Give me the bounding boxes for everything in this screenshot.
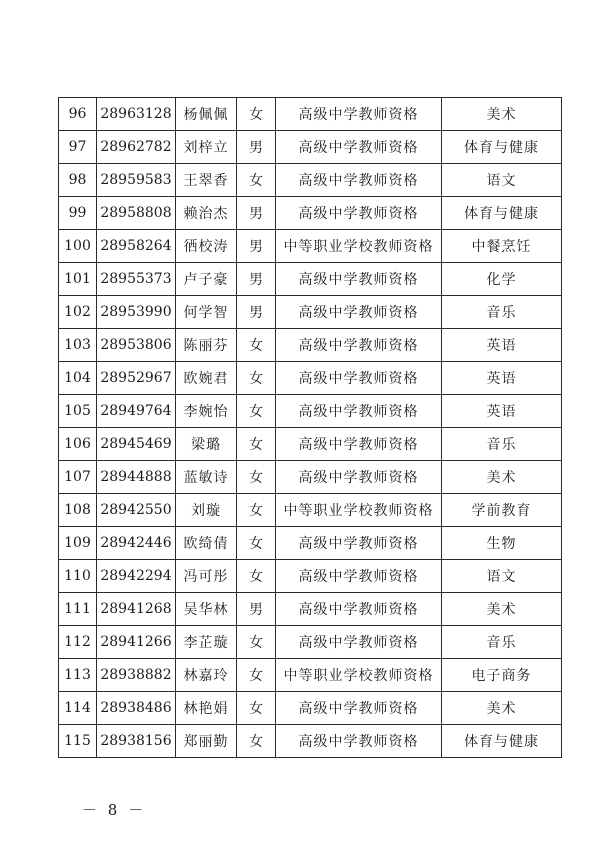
certificate-id-cell: 28942446 [97, 527, 176, 560]
person-name-cell: 欧绮倩 [176, 527, 237, 560]
gender-cell: 女 [237, 98, 276, 131]
certificate-id-cell: 28941268 [97, 593, 176, 626]
person-name-cell: 郑丽勤 [176, 725, 237, 758]
gender-cell: 男 [237, 593, 276, 626]
table-row [59, 263, 562, 296]
certificate-type-cell: 高级中学教师资格 [276, 725, 442, 758]
person-name-cell: 梁璐 [176, 428, 237, 461]
table-row [59, 725, 562, 758]
subject-cell: 音乐 [442, 296, 562, 329]
certificate-id-cell: 28955373 [97, 263, 176, 296]
subject-cell: 电子商务 [442, 659, 562, 692]
table-row [59, 362, 562, 395]
certificate-id-cell: 28945469 [97, 428, 176, 461]
subject-cell: 体育与健康 [442, 197, 562, 230]
gender-cell: 女 [237, 461, 276, 494]
certificate-id-cell: 28962782 [97, 131, 176, 164]
certificate-type-cell: 高级中学教师资格 [276, 263, 442, 296]
gender-cell: 女 [237, 725, 276, 758]
table-row [59, 560, 562, 593]
gender-cell: 女 [237, 395, 276, 428]
certificate-type-cell: 高级中学教师资格 [276, 626, 442, 659]
gender-cell: 男 [237, 131, 276, 164]
row-number-cell: 99 [59, 197, 97, 230]
certificate-type-cell: 高级中学教师资格 [276, 329, 442, 362]
certificate-id-cell: 28944888 [97, 461, 176, 494]
table-row [59, 230, 562, 263]
certificate-type-cell: 高级中学教师资格 [276, 527, 442, 560]
gender-cell: 女 [237, 560, 276, 593]
row-number-cell: 105 [59, 395, 97, 428]
subject-cell: 体育与健康 [442, 131, 562, 164]
subject-cell: 体育与健康 [442, 725, 562, 758]
table-row [59, 329, 562, 362]
table-row [59, 98, 562, 131]
gender-cell: 女 [237, 626, 276, 659]
gender-cell: 女 [237, 362, 276, 395]
row-number-cell: 111 [59, 593, 97, 626]
row-number-cell: 98 [59, 164, 97, 197]
person-name-cell: 卢子豪 [176, 263, 237, 296]
gender-cell: 女 [237, 164, 276, 197]
subject-cell: 美术 [442, 593, 562, 626]
certificate-id-cell: 28949764 [97, 395, 176, 428]
person-name-cell: 徆校涛 [176, 230, 237, 263]
certificate-type-cell: 中等职业学校教师资格 [276, 659, 442, 692]
certificate-id-cell: 28963128 [97, 98, 176, 131]
person-name-cell: 李婉怡 [176, 395, 237, 428]
certificate-id-cell: 28942550 [97, 494, 176, 527]
certificate-type-cell: 高级中学教师资格 [276, 362, 442, 395]
certificate-type-cell: 高级中学教师资格 [276, 395, 442, 428]
person-name-cell: 林嘉玲 [176, 659, 237, 692]
subject-cell: 英语 [442, 395, 562, 428]
person-name-cell: 冯可彤 [176, 560, 237, 593]
certificate-list-table [58, 97, 562, 758]
certificate-id-cell: 28953806 [97, 329, 176, 362]
person-name-cell: 林艳娟 [176, 692, 237, 725]
row-number-cell: 115 [59, 725, 97, 758]
row-number-cell: 109 [59, 527, 97, 560]
row-number-cell: 110 [59, 560, 97, 593]
row-number-cell: 103 [59, 329, 97, 362]
subject-cell: 化学 [442, 263, 562, 296]
subject-cell: 英语 [442, 329, 562, 362]
certificate-type-cell: 高级中学教师资格 [276, 560, 442, 593]
gender-cell: 女 [237, 659, 276, 692]
row-number-cell: 114 [59, 692, 97, 725]
table-row [59, 428, 562, 461]
certificate-id-cell: 28953990 [97, 296, 176, 329]
certificate-id-cell: 28938486 [97, 692, 176, 725]
gender-cell: 女 [237, 329, 276, 362]
person-name-cell: 蓝敏诗 [176, 461, 237, 494]
table-row [59, 692, 562, 725]
table-row [59, 164, 562, 197]
gender-cell: 男 [237, 263, 276, 296]
certificate-type-cell: 高级中学教师资格 [276, 164, 442, 197]
table-row [59, 527, 562, 560]
person-name-cell: 欧婉君 [176, 362, 237, 395]
certificate-type-cell: 高级中学教师资格 [276, 692, 442, 725]
certificate-type-cell: 高级中学教师资格 [276, 131, 442, 164]
row-number-cell: 106 [59, 428, 97, 461]
person-name-cell: 杨佩佩 [176, 98, 237, 131]
row-number-cell: 113 [59, 659, 97, 692]
gender-cell: 男 [237, 296, 276, 329]
table-row [59, 131, 562, 164]
person-name-cell: 刘璇 [176, 494, 237, 527]
person-name-cell: 刘梓立 [176, 131, 237, 164]
row-number-cell: 97 [59, 131, 97, 164]
row-number-cell: 104 [59, 362, 97, 395]
certificate-type-cell: 高级中学教师资格 [276, 296, 442, 329]
certificate-id-cell: 28952967 [97, 362, 176, 395]
subject-cell: 美术 [442, 461, 562, 494]
row-number-cell: 100 [59, 230, 97, 263]
certificate-type-cell: 中等职业学校教师资格 [276, 494, 442, 527]
certificate-id-cell: 28938156 [97, 725, 176, 758]
subject-cell: 学前教育 [442, 494, 562, 527]
certificate-type-cell: 高级中学教师资格 [276, 98, 442, 131]
person-name-cell: 何学智 [176, 296, 237, 329]
subject-cell: 语文 [442, 164, 562, 197]
table-row [59, 626, 562, 659]
certificate-type-cell: 高级中学教师资格 [276, 197, 442, 230]
certificate-type-cell: 高级中学教师资格 [276, 593, 442, 626]
person-name-cell: 吴华林 [176, 593, 237, 626]
table-row [59, 395, 562, 428]
subject-cell: 美术 [442, 692, 562, 725]
page-number: － 8 － [82, 801, 147, 819]
table-row [59, 659, 562, 692]
certificate-id-cell: 28959583 [97, 164, 176, 197]
certificate-id-cell: 28941266 [97, 626, 176, 659]
certificate-type-cell: 高级中学教师资格 [276, 461, 442, 494]
certificate-id-cell: 28938882 [97, 659, 176, 692]
person-name-cell: 王翠香 [176, 164, 237, 197]
row-number-cell: 108 [59, 494, 97, 527]
gender-cell: 女 [237, 527, 276, 560]
certificate-id-cell: 28958264 [97, 230, 176, 263]
gender-cell: 女 [237, 428, 276, 461]
table-body [59, 98, 562, 758]
gender-cell: 女 [237, 494, 276, 527]
person-name-cell: 陈丽芬 [176, 329, 237, 362]
gender-cell: 女 [237, 692, 276, 725]
gender-cell: 男 [237, 197, 276, 230]
subject-cell: 生物 [442, 527, 562, 560]
row-number-cell: 102 [59, 296, 97, 329]
row-number-cell: 112 [59, 626, 97, 659]
certificate-type-cell: 中等职业学校教师资格 [276, 230, 442, 263]
row-number-cell: 101 [59, 263, 97, 296]
subject-cell: 语文 [442, 560, 562, 593]
subject-cell: 美术 [442, 98, 562, 131]
table-row [59, 296, 562, 329]
subject-cell: 音乐 [442, 428, 562, 461]
certificate-id-cell: 28942294 [97, 560, 176, 593]
table-row [59, 494, 562, 527]
person-name-cell: 赖治杰 [176, 197, 237, 230]
gender-cell: 男 [237, 230, 276, 263]
row-number-cell: 96 [59, 98, 97, 131]
row-number-cell: 107 [59, 461, 97, 494]
certificate-id-cell: 28958808 [97, 197, 176, 230]
table-row [59, 461, 562, 494]
table-row [59, 593, 562, 626]
subject-cell: 中餐烹饪 [442, 230, 562, 263]
subject-cell: 音乐 [442, 626, 562, 659]
table-row [59, 197, 562, 230]
person-name-cell: 李芷璇 [176, 626, 237, 659]
subject-cell: 英语 [442, 362, 562, 395]
certificate-type-cell: 高级中学教师资格 [276, 428, 442, 461]
